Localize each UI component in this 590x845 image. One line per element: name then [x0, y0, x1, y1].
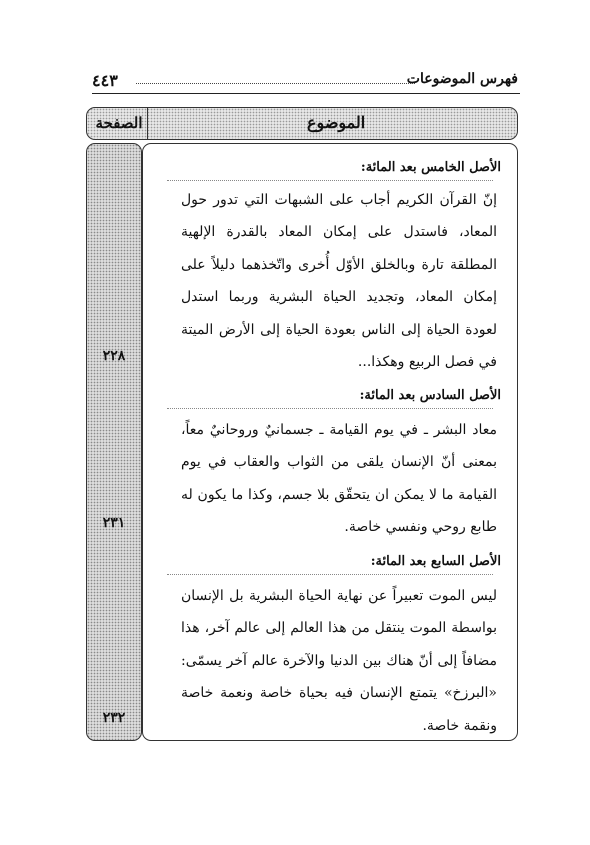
column-header-page: الصفحة	[95, 114, 143, 132]
running-header	[92, 71, 520, 94]
topic-column	[142, 143, 518, 741]
entry-text: إنّ القرآن الكريم أجاب على الشبهات التي تدور حول المعاد، فاستدل على إمكان المعاد بالقدرة الإلهية المطلقة تارة وبالخلق الأوّل أُخرى واتّخذهما دليلاً على إمكان المعاد، وتجديد الحياة البشرية وربما استدل لعودة الحياة إلى الناس بعودة الحياة إلى الأرض الميتة في فصل الربيع وهكذا...	[181, 192, 497, 371]
entry-title: الأصل الخامس بعد المائة:	[360, 160, 501, 175]
column-header-topic: الموضوع	[307, 113, 366, 132]
entry-title: الأصل السادس بعد المائة:	[359, 388, 501, 403]
running-header-title: فهرس الموضوعات	[406, 71, 518, 87]
table-column-header	[86, 107, 518, 140]
separator-rule	[167, 408, 493, 409]
running-header-page-number: ٤٤٣	[92, 71, 118, 90]
separator-rule	[167, 574, 493, 575]
entry-text: ليس الموت تعبيراً عن نهاية الحياة البشرية بل الإنسان بواسطة الموت ينتقل من هذا العالم إلى عالم آخر، هذا مضافاً إلى أنّ هناك بين الدنيا والآخرة عالم آخر يسمّى: «البرزخ» يتمتع الإنسان فيه بحياة خاصة ونعمة خاصة ونقمة خاصة.	[181, 588, 497, 734]
entry-page-number: ٢٣٢	[102, 710, 126, 726]
leader-dots	[136, 83, 415, 84]
entry-title: الأصل السابع بعد المائة:	[370, 554, 501, 569]
entry-text: معاد البشر ـ في يوم القيامة ـ جسمانيٌ وروحانيٌ معاً، بمعنى أنّ الإنسان يلقى من الثواب والعقاب في يوم القيامة ما لا يمكن ان يتحقّق بلا جسم، وكذا ما يكون له طابع روحي ونفسي خاصة.	[181, 422, 497, 536]
page-number-column	[86, 143, 142, 741]
entry-page-number: ٢٣١	[102, 515, 126, 531]
entry-page-number: ٢٢٨	[102, 348, 126, 364]
column-divider	[147, 107, 148, 140]
separator-rule	[167, 180, 493, 181]
